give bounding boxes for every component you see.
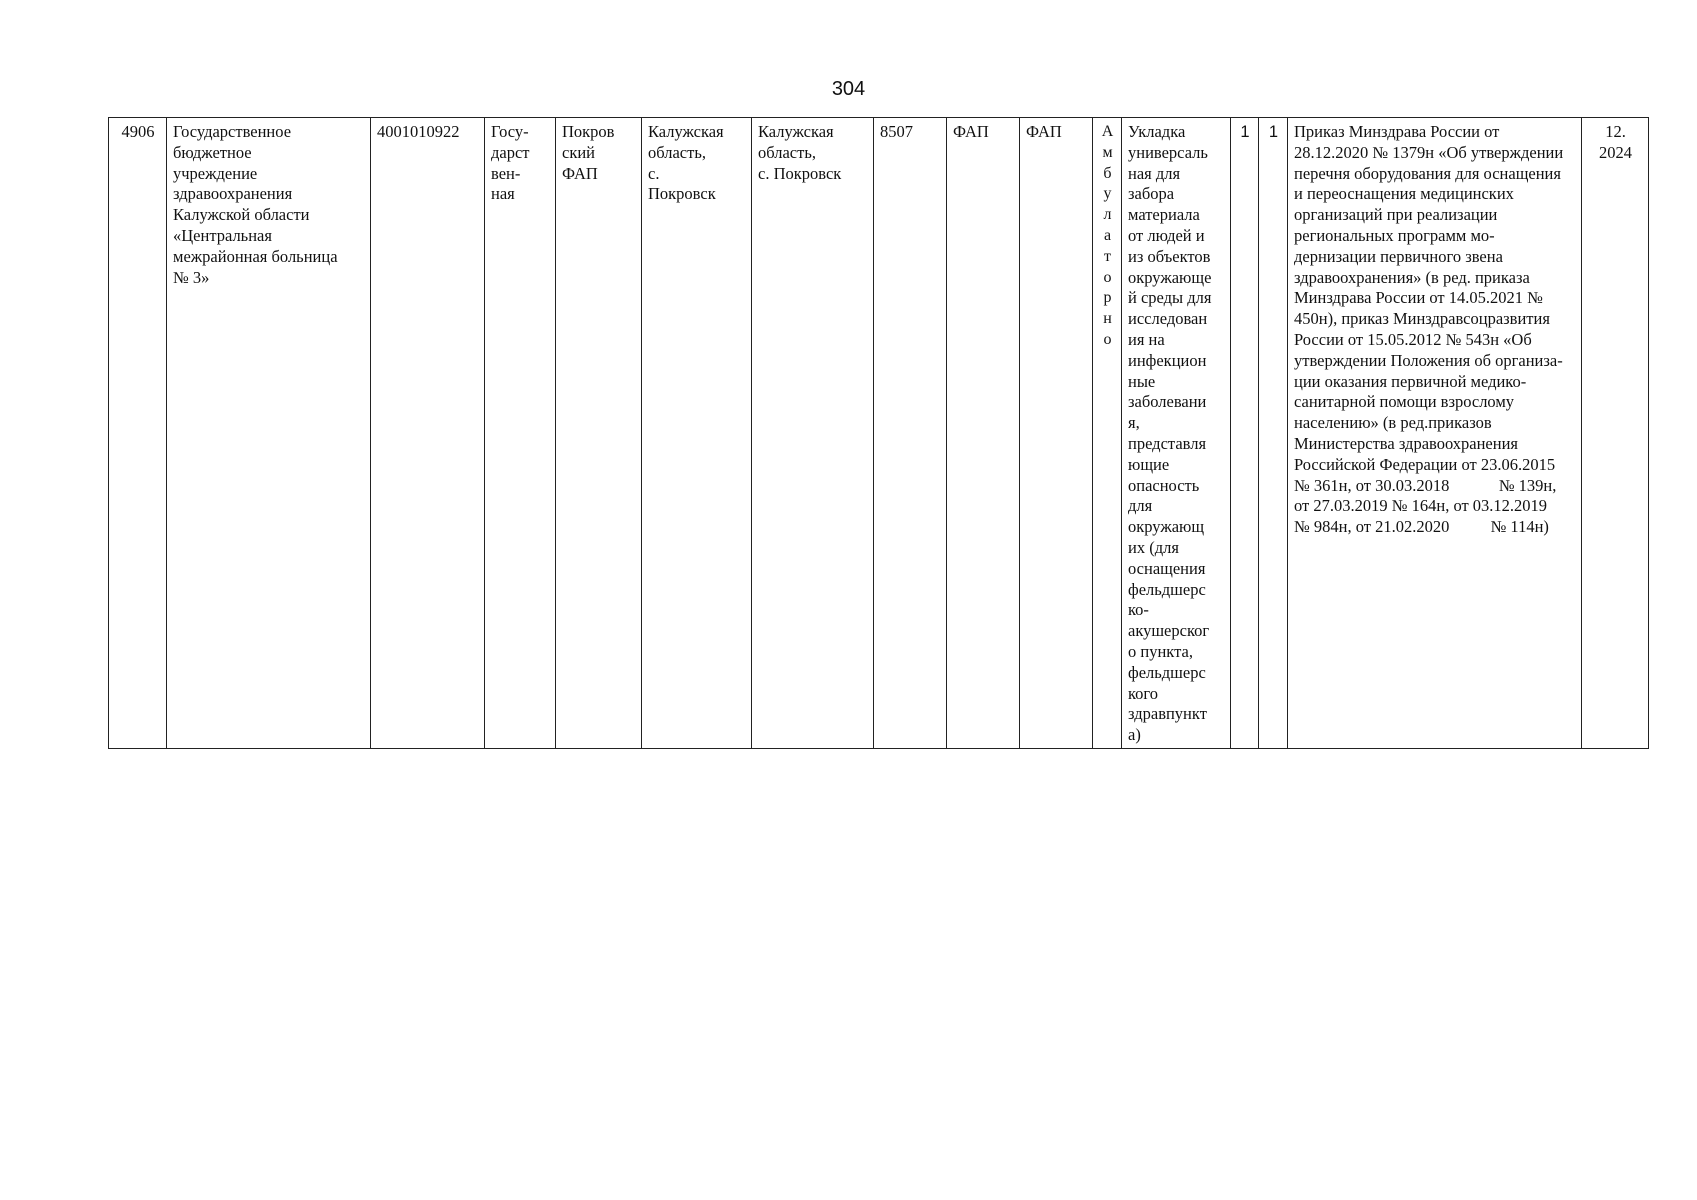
equipment-line: о пункта, xyxy=(1128,641,1193,661)
organization-line: учреждение xyxy=(173,163,258,183)
equipment-line: для xyxy=(1128,496,1153,516)
care-form-letter: о xyxy=(1103,268,1112,286)
unit-name-line: ский xyxy=(562,142,595,162)
location-line: Калужская xyxy=(648,122,724,141)
code: 8507 xyxy=(880,122,913,141)
care-form-letter: л xyxy=(1103,206,1112,224)
equipment-line: ющие xyxy=(1128,454,1170,474)
legal-basis-line: региональных программ мо- xyxy=(1294,225,1495,245)
care-form-letter: о xyxy=(1103,330,1112,348)
inn-cell xyxy=(371,118,485,749)
quantity-a-cell xyxy=(1231,118,1259,749)
equipment-line: забора xyxy=(1128,184,1175,204)
type-a: ФАП xyxy=(953,122,989,141)
type-b-cell xyxy=(1020,118,1093,749)
address-line: Калужская xyxy=(758,122,834,141)
legal-basis-line: и переоснащения медицинских xyxy=(1294,184,1514,204)
date-cell xyxy=(1582,118,1649,749)
location-cell xyxy=(642,118,752,749)
equipment-line: заболевани xyxy=(1128,392,1207,412)
care-form-letter: н xyxy=(1103,310,1112,328)
ownership-line: Госу- xyxy=(491,122,529,141)
row-number-cell xyxy=(109,118,167,749)
legal-basis-cell xyxy=(1288,118,1582,749)
table-row xyxy=(109,118,1649,749)
address-line: область, xyxy=(758,142,816,162)
organization-line: «Центральная xyxy=(173,225,272,245)
equipment-line: опасность xyxy=(1128,475,1200,495)
equipment-line: представля xyxy=(1128,433,1207,453)
equipment-line: й среды для xyxy=(1128,288,1212,308)
legal-basis-line: Минздрава России от 14.05.2021 № xyxy=(1294,288,1543,308)
legal-basis-line: от 27.03.2019 № 164н, от 03.12.2019 xyxy=(1294,496,1548,516)
ownership-cell xyxy=(485,118,556,749)
ownership-line: вен- xyxy=(491,163,521,183)
equipment-line: ко- xyxy=(1128,600,1149,620)
care-form-letter: р xyxy=(1103,289,1112,307)
legal-basis-line: России от 15.05.2012 № 543н «Об xyxy=(1294,329,1532,349)
care-form-letter: т xyxy=(1104,247,1111,265)
equipment-line: инфекцион xyxy=(1128,350,1207,370)
location-line: область, xyxy=(648,142,706,162)
equipment-line: акушерског xyxy=(1128,621,1210,641)
equipment-line: их (для xyxy=(1128,537,1179,557)
page-number: 304 xyxy=(831,78,866,100)
date-line: 12. xyxy=(1605,122,1626,141)
equipment-line: окружающе xyxy=(1128,267,1212,287)
quantity-a: 1 xyxy=(1240,123,1250,141)
equipment-line: оснащения xyxy=(1128,558,1206,578)
care-form-letter: б xyxy=(1103,164,1112,182)
care-form-letter: м xyxy=(1102,143,1113,161)
legal-basis-line: ции оказания первичной медико- xyxy=(1294,371,1527,391)
legal-basis-line: перечня оборудования для оснащения xyxy=(1294,163,1561,183)
organization-line: здравоохранения xyxy=(173,184,293,204)
equipment-line: материала xyxy=(1128,205,1200,225)
organization-cell xyxy=(167,118,371,749)
organization-line: Калужской области xyxy=(173,205,310,225)
equipment-line: здравпункт xyxy=(1128,704,1207,724)
equipment-line: от людей и xyxy=(1128,225,1205,245)
organization-line: бюджетное xyxy=(173,142,252,162)
register-table xyxy=(108,117,1649,749)
quantity-b: 1 xyxy=(1268,123,1279,141)
ownership-line: ная xyxy=(491,184,515,204)
address-line: с. Покровск xyxy=(758,163,842,183)
organization-line: № 3» xyxy=(173,267,210,287)
legal-basis-line: Российской Федерации от 23.06.2015 xyxy=(1294,454,1556,474)
organization-line: межрайонная больница xyxy=(173,246,338,266)
equipment-line: ия на xyxy=(1128,329,1165,349)
ownership-line: дарст xyxy=(491,142,530,162)
equipment-line: я, xyxy=(1128,413,1140,433)
unit-name-line: ФАП xyxy=(562,163,598,183)
organization-line: Государственное xyxy=(173,122,292,141)
legal-basis-line: населению» (в ред.приказов xyxy=(1294,413,1492,433)
care-form-letter: а xyxy=(1103,226,1112,244)
equipment-line: Укладка xyxy=(1128,122,1186,141)
unit-name-cell xyxy=(556,118,642,749)
address-cell xyxy=(752,118,874,749)
legal-basis-line: здравоохранения» (в ред. приказа xyxy=(1294,267,1530,287)
legal-basis-line: организаций при реализации xyxy=(1294,205,1498,225)
code-cell xyxy=(874,118,947,749)
type-a-cell xyxy=(947,118,1020,749)
unit-name-line: Покров xyxy=(562,122,615,141)
inn: 4001010922 xyxy=(377,122,460,141)
equipment-line: окружающ xyxy=(1128,517,1205,537)
care-form-letter: у xyxy=(1103,185,1112,203)
equipment-line: фельдшерс xyxy=(1128,662,1206,682)
equipment-line: кого xyxy=(1128,683,1159,703)
location-line: Покровск xyxy=(648,184,716,204)
equipment-line: фельдшерс xyxy=(1128,579,1206,599)
legal-basis-line: Министерства здравоохранения xyxy=(1294,433,1519,453)
care-form-cell xyxy=(1093,118,1122,749)
equipment-line: ная для xyxy=(1128,163,1181,183)
legal-basis-line: № 361н, от 30.03.2018 № 139н, xyxy=(1294,475,1557,495)
quantity-b-cell xyxy=(1259,118,1288,749)
legal-basis-line: Приказ Минздрава России от xyxy=(1294,122,1500,141)
location-line: с. xyxy=(648,163,660,183)
equipment-line: из объектов xyxy=(1128,246,1211,266)
legal-basis-line: 28.12.2020 № 1379н «Об утверждении xyxy=(1294,142,1564,162)
equipment-line: ные xyxy=(1128,371,1156,391)
care-form-letter: А xyxy=(1101,123,1114,140)
legal-basis-line: дернизации первичного звена xyxy=(1294,246,1503,266)
equipment-line: а) xyxy=(1128,725,1141,745)
legal-basis-line: № 984н, от 21.02.2020 № 114н) xyxy=(1294,517,1549,537)
equipment-cell xyxy=(1122,118,1231,749)
type-b: ФАП xyxy=(1026,122,1062,141)
legal-basis-line: санитарной помощи взрослому xyxy=(1294,392,1515,412)
legal-basis-line: утверждении Положения об организа- xyxy=(1294,350,1563,370)
equipment-line: универсаль xyxy=(1128,142,1208,162)
legal-basis-line: 450н), приказ Минздравсоцразвития xyxy=(1294,309,1550,329)
date-line: 2024 xyxy=(1599,142,1632,162)
equipment-line: исследован xyxy=(1128,309,1208,329)
row-number: 4906 xyxy=(121,122,155,141)
